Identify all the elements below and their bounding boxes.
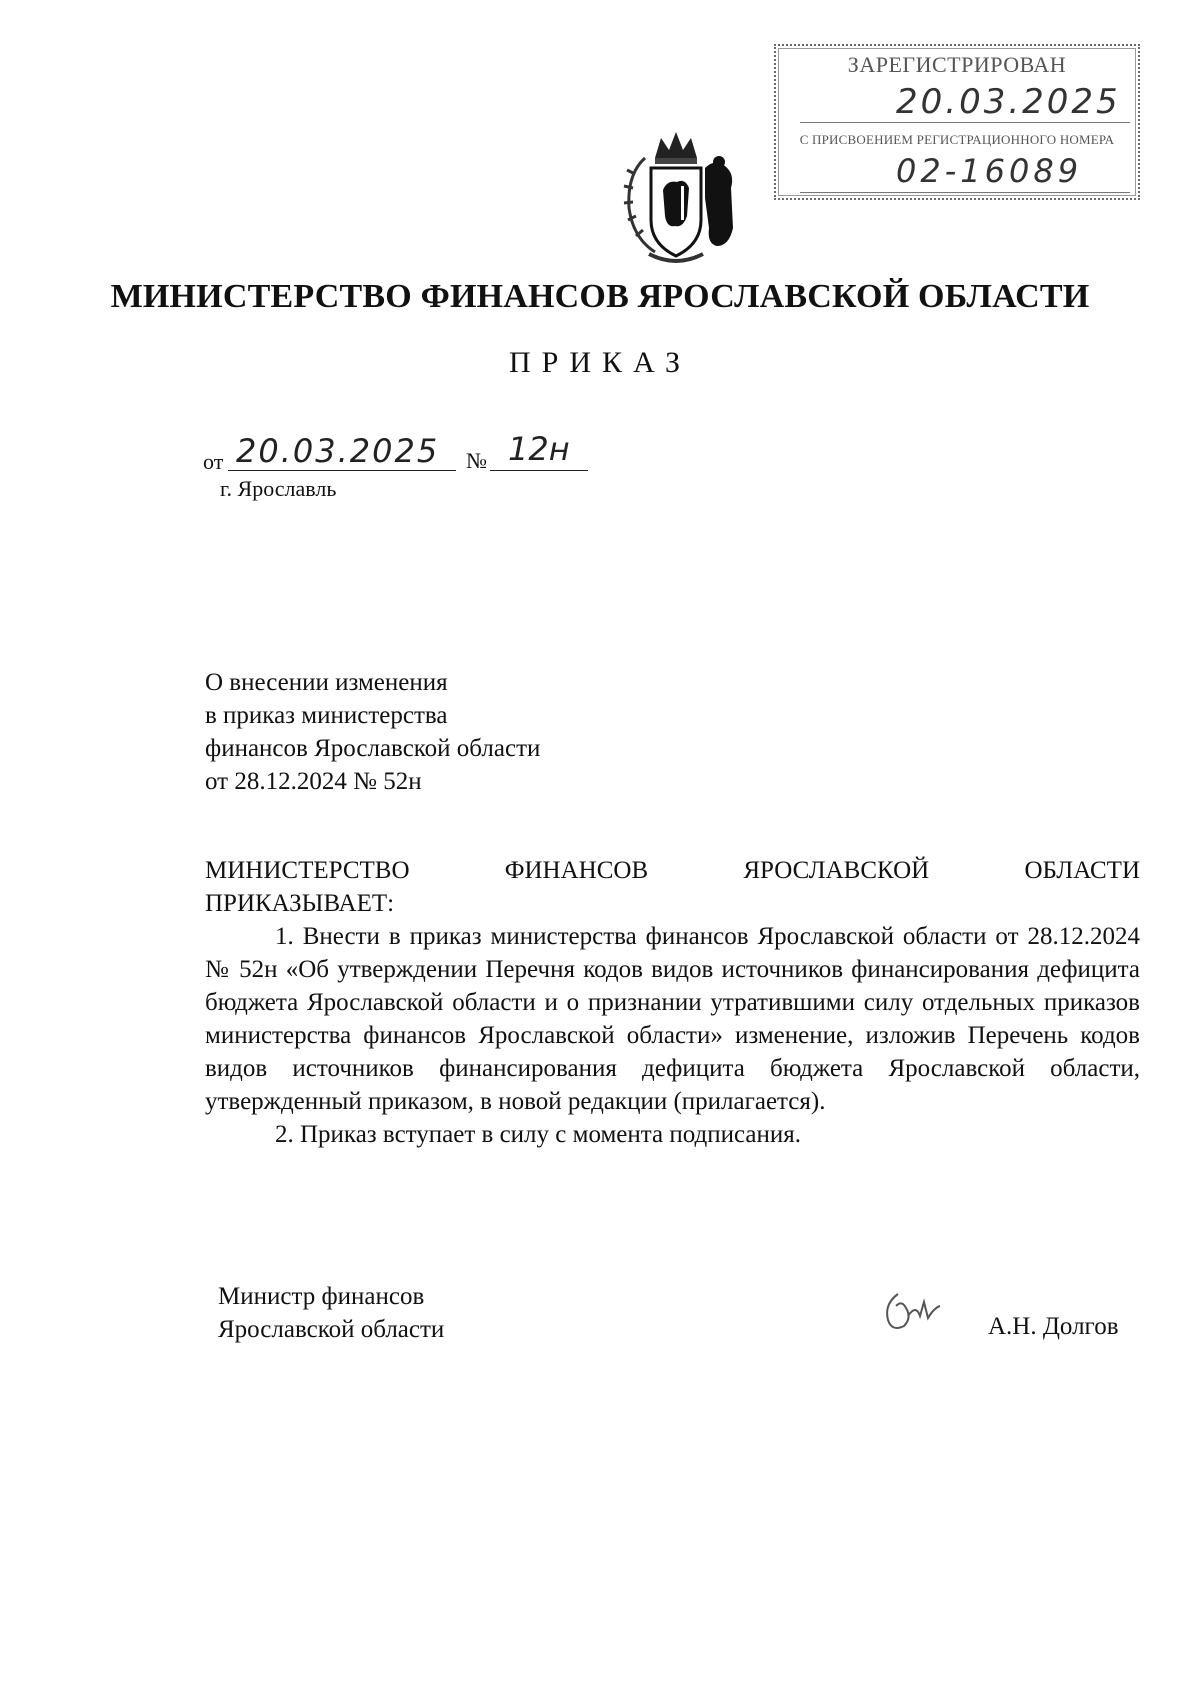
number-label: №: [466, 448, 487, 473]
stamp-title: ЗАРЕГИСТРИРОВАН: [847, 52, 1067, 77]
preamble-line: МИНИСТЕРСТВО ФИНАНСОВ ЯРОСЛАВСКОЙ ОБЛАСТИ: [205, 857, 1140, 884]
subject-line: финансов Ярославской области: [205, 735, 541, 762]
order-item-1: 1. Внести в приказ министерства финансов Ярославской области от 28.12.2024 № 52н «Об утверждении Перечня кодов видов источников финансирования дефицита бюджета Ярославской области и о признании утратившими силу отдельных приказов министерства финансов Ярославской области» изменение, изложив Перечень кодов видов источников финансирования дефицита бюджета Ярославской области, утвержденный приказом, в новой редакции (прилагается).: [205, 923, 1140, 1115]
stamp-divider: [800, 122, 1130, 123]
signer-name: А.Н. Долгов: [988, 1313, 1119, 1340]
subject-line: О внесении изменения: [205, 669, 448, 696]
preamble-line: ПРИКАЗЫВАЕТ:: [205, 890, 395, 917]
city: г. Ярославль: [220, 476, 337, 501]
subject-line: в приказ министерства: [205, 702, 448, 729]
date-label: от: [203, 449, 224, 474]
document-type: ПРИКАЗ: [509, 346, 691, 379]
subject-block: [205, 666, 540, 798]
order-body: [205, 854, 1140, 1151]
ministry-title: МИНИСТЕРСТВО ФИНАНСОВ ЯРОСЛАВСКОЙ ОБЛАСТИ: [110, 278, 1090, 315]
handwritten-signature-icon: [878, 1286, 948, 1342]
stamp-registration-number: 02-16089: [896, 152, 1083, 190]
order-item-2: 2. Приказ вступает в силу с момента подписания.: [275, 1121, 801, 1148]
registration-stamp: [774, 44, 1140, 200]
stamp-subtitle: С ПРИСВОЕНИЕМ РЕГИСТРАЦИОННОГО НОМЕРА: [799, 132, 1115, 147]
signer-title-line: Ярославской области: [218, 1316, 445, 1343]
signer-title-line: Министр финансов: [218, 1283, 425, 1310]
document-date: 20.03.2025: [236, 432, 440, 470]
document-number: 12н: [508, 430, 570, 468]
signer-title: [218, 1280, 444, 1346]
subject-line: от 28.12.2024 № 52н: [205, 768, 422, 795]
stamp-divider: [800, 192, 1130, 193]
coat-of-arms-icon: [605, 128, 747, 266]
stamp-date: 20.03.2025: [896, 82, 1121, 122]
